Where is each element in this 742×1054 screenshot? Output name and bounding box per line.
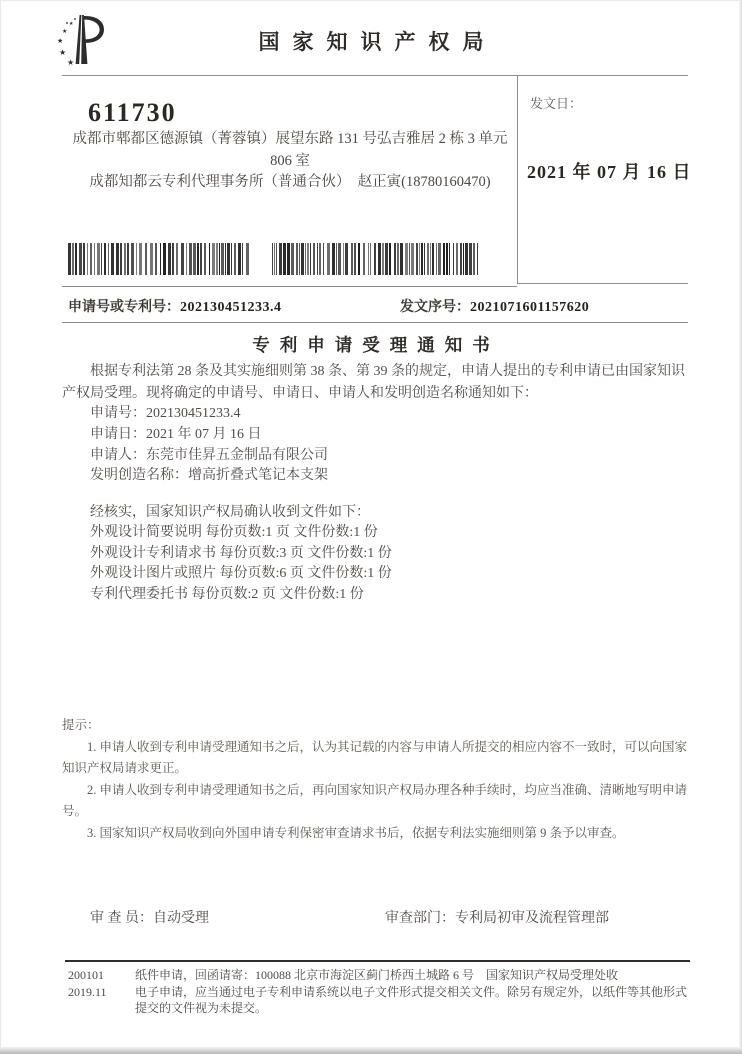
received-doc-row: 专利代理委托书 每份页数:2 页 文件份数:1 份 [90, 586, 364, 602]
recipient-agent-line: 成都知都云专利代理事务所（普通合伙） 赵正寅(18780160470) [89, 174, 491, 190]
dispatch-date-value: 2021 年 07 月 16 日 [527, 162, 692, 182]
tips-label: 提示： [62, 718, 100, 732]
field-label: 申请号： [90, 406, 146, 421]
barcode [272, 243, 478, 275]
serial-number-field [400, 296, 589, 316]
dispatch-date-label: 发文日： [530, 96, 583, 111]
received-doc-row: 外观设计专利请求书 每份页数:3 页 文件份数:1 份 [90, 545, 392, 561]
notice-title: 专利申请受理通知书 [252, 335, 500, 355]
page-edge-shadow [0, 1047, 742, 1054]
received-doc-row: 外观设计图片或照片 每份页数:6 页 文件份数:1 份 [90, 566, 392, 582]
serial-number-label: 发文序号： [400, 300, 470, 315]
footer-code: 2019.11 [68, 984, 107, 999]
examiner-field [90, 907, 209, 927]
field-label: 申请人： [90, 447, 146, 463]
dispatch-box-bottom-border [517, 283, 688, 284]
postal-code: 611730 [88, 98, 177, 127]
svg-text:★: ★ [69, 22, 74, 27]
field-value: 增高折叠式笔记本支架 [188, 468, 328, 484]
field-value: 东莞市佳昇五金制品有限公司 [146, 447, 328, 463]
examiner-value: 自动受理 [153, 911, 209, 926]
recipient-address-block [60, 129, 520, 194]
tip-item: 1. 申请人收到专利申请受理通知书之后，认为其记载的内容与申请人所提交的相应内容不一致时，可以向国家知识产权局请求更正。 [62, 739, 688, 775]
application-number-label: 申请号或专利号： [68, 300, 180, 315]
field-value: 2021 年 07 月 16 日 [146, 426, 262, 442]
footer-notes [135, 967, 691, 1017]
svg-text:★: ★ [57, 37, 64, 45]
field-row [90, 425, 650, 446]
department-label: 审查部门： [385, 911, 455, 926]
received-intro: 经核实，国家知识产权局确认收到文件如下： [90, 505, 370, 520]
field-value: 202130451233.4 [146, 406, 241, 421]
barcode-divider [62, 286, 517, 287]
svg-text:★: ★ [59, 48, 67, 57]
footer-divider [65, 960, 690, 962]
application-fields-list [90, 404, 650, 487]
recipient-address-line1: 成都市郫都区德源镇（菁蓉镇）展望东路 131 号弘吉雅居 2 栋 3 单元 [72, 131, 508, 147]
tip-item: 3. 国家知识产权局收到向外国申请专利保密审查请求书后，依据专利法实施细则第 9 条予以审查。 [87, 825, 625, 840]
received-documents-list [90, 503, 650, 605]
footer-form-codes [68, 967, 107, 1000]
department-value: 专利局初审及流程管理部 [455, 911, 609, 926]
footer-note-paper: 纸件申请，回函请寄：100088 北京市海淀区蓟门桥西土城路 6 号 国家知识产权局受理处收 [135, 968, 619, 982]
notice-intro-paragraph: 根据专利法第 28 条及其实施细则第 38 条、第 39 条的规定，申请人提出的专利申请已由国家知识产权局受理。现将确定的申请号、申请日、申请人和发明创造名称通知如下： [62, 364, 685, 401]
field-label: 发明创造名称： [90, 468, 188, 484]
header-divider [62, 75, 688, 76]
serial-number-value: 2021071601157620 [470, 300, 590, 315]
reference-row-divider [62, 322, 688, 323]
tip-item: 2. 申请人收到专利申请受理通知书之后，再向国家知识产权局办理各种手续时，均应当准确、清晰地写明申请号。 [62, 782, 688, 818]
svg-text:★: ★ [67, 58, 75, 67]
agency-name-title: 国家知识产权局 [258, 30, 497, 54]
field-row [90, 446, 650, 467]
application-number-field [68, 296, 282, 316]
received-doc-row: 外观设计简要说明 每份页数:1 页 文件份数:1 份 [90, 525, 378, 541]
svg-text:★: ★ [62, 29, 68, 35]
field-row [90, 466, 650, 487]
application-number-value: 202130451233.4 [180, 300, 282, 315]
footer-note-electronic: 电子申请，应当通过电子专利申请系统以电子文件形式提交相关文件。除另有规定外，以纸件等其他形式提交的文件视为未提交。 [135, 984, 688, 1015]
barcode [68, 243, 250, 275]
dispatch-box-left-border [517, 75, 518, 283]
footer-code: 200101 [68, 968, 104, 982]
recipient-address-line2: 806 室 [270, 152, 310, 169]
tips-section [62, 715, 692, 844]
field-label: 申请日： [90, 426, 146, 442]
examiner-label: 审 查 员： [90, 911, 153, 926]
department-field [385, 907, 609, 927]
field-row [90, 404, 650, 425]
